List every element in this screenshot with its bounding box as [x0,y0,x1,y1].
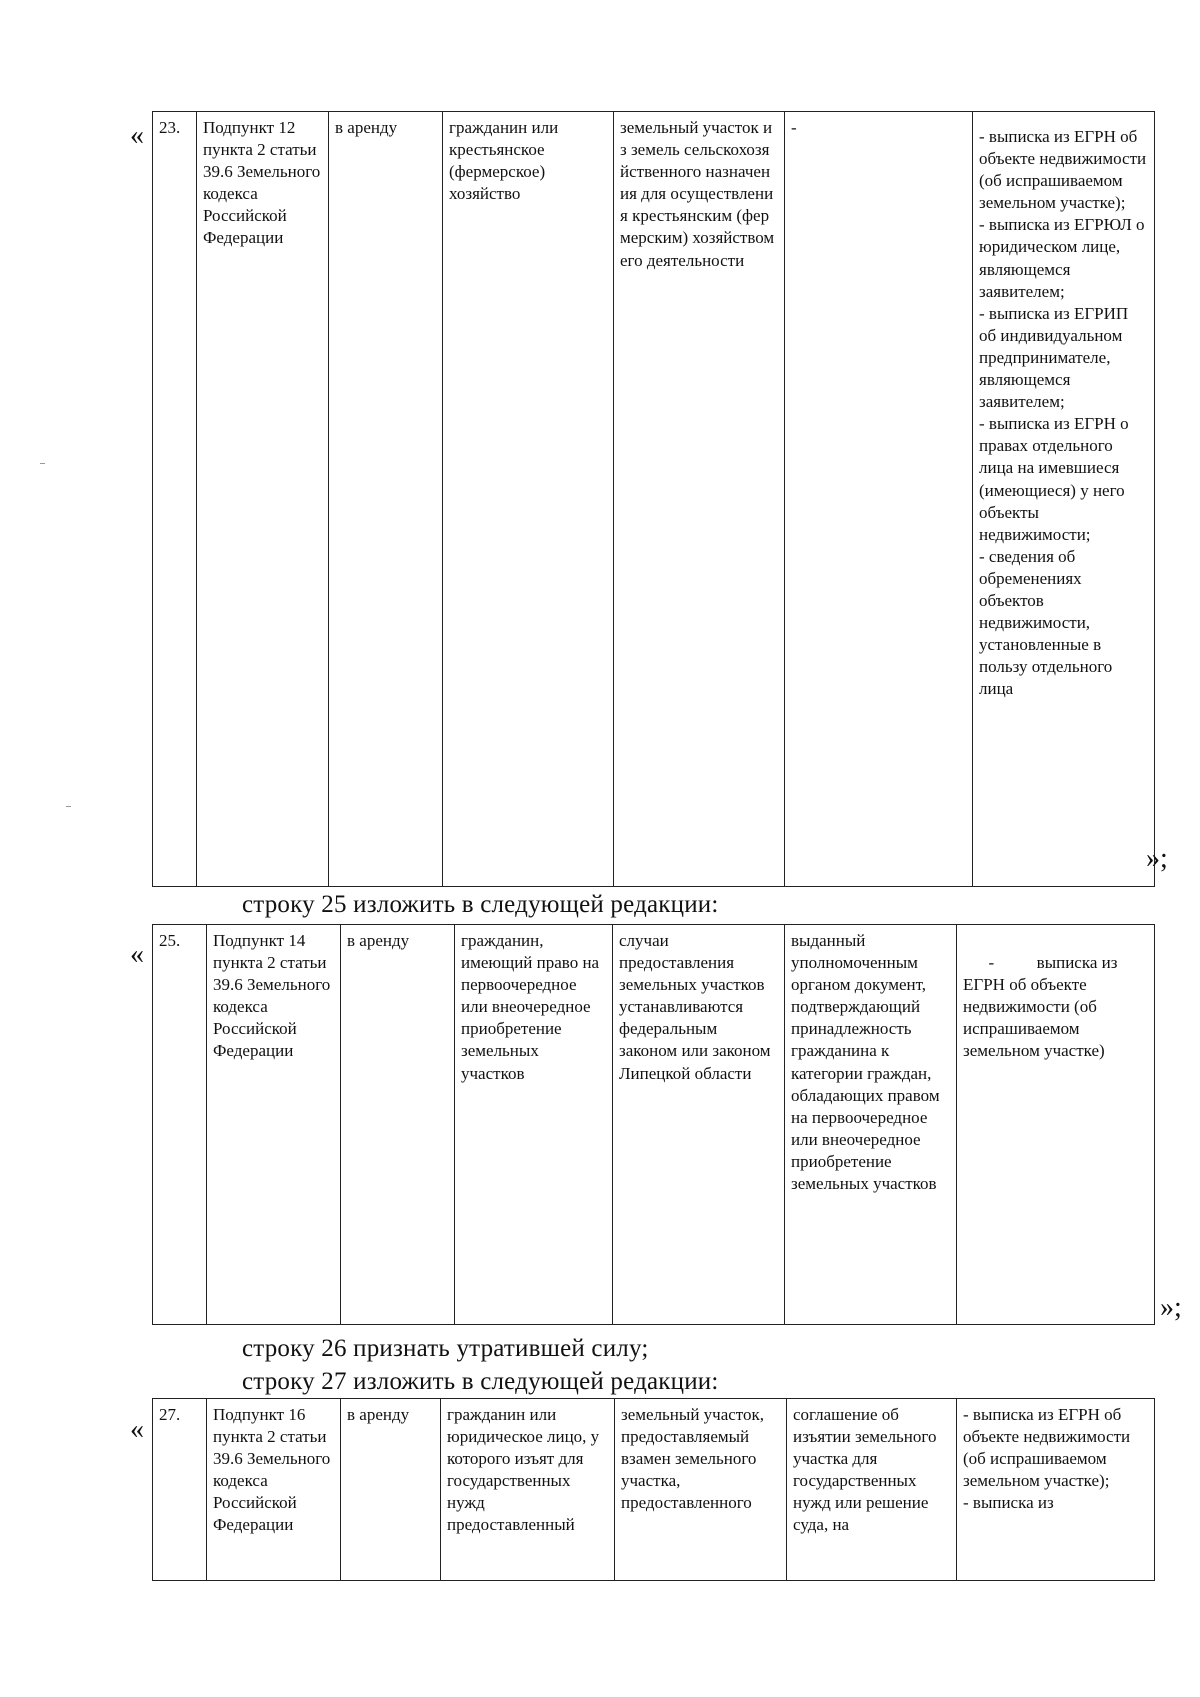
section-heading: строку 26 признать утратившей силу; [242,1335,649,1362]
provision-form: в аренду [341,925,455,1325]
legal-basis: Подпункт 14 пункта 2 статьи 39.6 Земельного кодекса Российской Федерации [207,925,341,1325]
land-plot: земельный участок из земель сельскохозяйственного назначения для осуществления крестьянским (фермерским) хозяйством его деятельности [614,112,785,887]
row-number: 23. [153,112,197,887]
request-item: - выписка из [963,1493,1054,1513]
legal-basis: Подпункт 16 пункта 2 статьи 39.6 Земельного кодекса Российской Федерации [207,1399,341,1581]
request-item: - выписка из ЕГРН об объекте недвижимости (об испрашиваемом земельном участке); [979,127,1147,213]
row-number: 25. [153,925,207,1325]
request-item: - выписка из ЕГРН об объекте недвижимости (об испрашиваемом земельном участке); [963,1405,1131,1491]
provision-form: в аренду [329,112,443,887]
request-item: - выписка из ЕГРН об объекте недвижимости (об испрашиваемом земельном участке) [963,953,1122,1061]
legal-basis: Подпункт 12 пункта 2 статьи 39.6 Земельного кодекса Российской Федерации [197,112,329,887]
open-quote-mark: « [130,939,144,970]
requested-documents [957,925,1155,1325]
request-item: - выписка из ЕГРИП об индивидуальном предпринимателе, являющемся заявителем; [979,303,1129,412]
land-plot: земельный участок, предоставляемый взамен земельного участка, предоставленного [615,1399,787,1581]
table-row-23 [152,111,1155,887]
required-document: выданный уполномоченным органом документ, подтверждающий принадлежность гражданина к категории граждан, обладающих правом на первоочередное или внеочередное приобретение земельных участков [785,925,957,1325]
open-quote-mark: « [130,1414,144,1445]
required-document: - [785,112,973,887]
requested-documents [973,112,1155,887]
applicant: гражданин или юридическое лицо, у которого изъят для государственных нужд предоставленный [441,1399,615,1581]
section-heading: строку 25 изложить в следующей редакции: [242,891,719,918]
requested-documents [957,1399,1155,1581]
applicant: гражданин или крестьянское (фермерское) хозяйство [443,112,614,887]
row-number: 27. [153,1399,207,1581]
provision-form: в аренду [341,1399,441,1581]
request-item: - выписка из ЕГРН о правах отдельного лица на имевшиеся (имеющиеся) у него объекты недвижимости; [979,414,1129,544]
request-item: - выписка из ЕГРЮЛ о юридическом лице, являющемся заявителем; [979,215,1145,301]
land-plot: случаи предоставления земельных участков устанавливаются федеральным законом или законом Липецкой области [613,925,785,1325]
close-quote-mark: »; [1160,1292,1182,1323]
table-row-27 [152,1398,1155,1581]
open-quote-mark: « [130,120,144,151]
close-quote-mark: »; [1146,843,1168,874]
section-heading: строку 27 изложить в следующей редакции: [242,1368,719,1395]
table-row-25 [152,924,1155,1325]
scan-mark [66,806,71,807]
applicant: гражданин, имеющий право на первоочередное или внеочередное приобретение земельных участков [455,925,613,1325]
request-item: - сведения об обременениях объектов недвижимости, установленные в пользу отдельного лица [979,546,1113,699]
required-document: соглашение об изъятии земельного участка для государственных нужд или решение суда, на [787,1399,957,1581]
scan-mark [40,463,45,464]
